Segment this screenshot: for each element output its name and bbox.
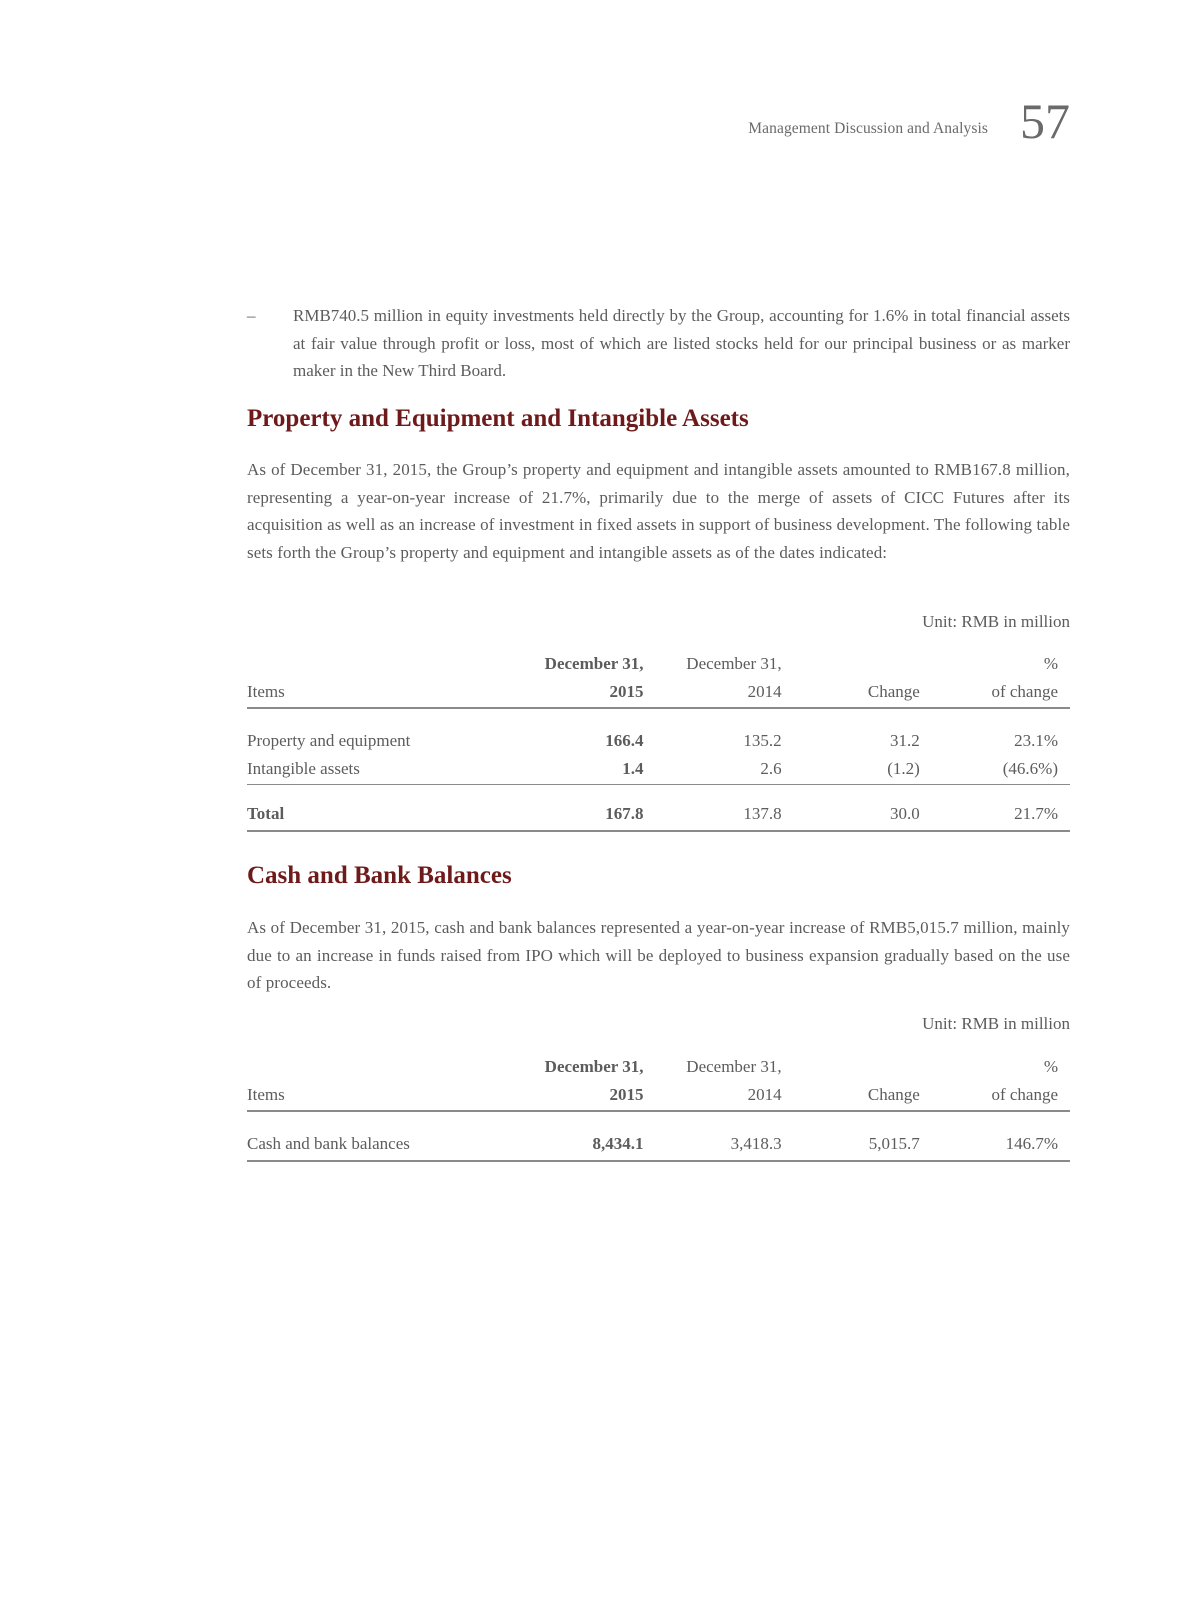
table-header-cell: 2015 (517, 678, 655, 709)
table-cell: 1.4 (517, 755, 655, 785)
table-cell: Intangible assets (247, 755, 517, 785)
property-equipment-table (247, 650, 1070, 832)
table-header-cell: 2014 (655, 678, 793, 709)
table-cell: Total (247, 785, 517, 831)
table-cell: 3,418.3 (655, 1111, 793, 1161)
unit-label: Unit: RMB in million (922, 1014, 1070, 1033)
table-header-cell: December 31, (544, 654, 644, 673)
table-header-cell (247, 1053, 517, 1081)
table-header-cell: of change (932, 678, 1070, 709)
table-cell: 8,434.1 (517, 1111, 655, 1161)
table-cell: 2.6 (655, 755, 793, 785)
table-header-cell: Change (794, 1081, 932, 1112)
table-header-cell: Change (794, 678, 932, 709)
table-row (247, 708, 1070, 755)
table-cell: 146.7% (932, 1111, 1070, 1161)
unit-label: Unit: RMB in million (922, 612, 1070, 631)
table-total-row (247, 785, 1070, 831)
bullet-dash: – (247, 306, 256, 325)
header-title: Management Discussion and Analysis (748, 120, 988, 137)
section-paragraph-cash: As of December 31, 2015, cash and bank balances represented a year-on-year increase of RMB5,015.7 million, mainly due to an increase in funds raised from IPO which will be deployed to business expansion gradually based on the use of proceeds. (247, 918, 1070, 992)
table-cell: 21.7% (932, 785, 1070, 831)
table-cell: (46.6%) (932, 755, 1070, 785)
table-header-cell: December 31, (686, 654, 782, 673)
table-header-cell (794, 1053, 932, 1081)
table-cell: 23.1% (1014, 731, 1058, 750)
table-cell: 135.2 (743, 731, 782, 750)
table-header-cell: 2014 (655, 1081, 793, 1112)
page-header (748, 93, 1070, 149)
bullet-text: RMB740.5 million in equity investments held directly by the Group, accounting for 1.6% in total financial assets at fair value through profit or loss, most of which are listed stocks held for our principal business or as marker maker in the New Third Board. (293, 306, 1070, 380)
section-paragraph-property: As of December 31, 2015, the Group’s property and equipment and intangible assets amounted to RMB167.8 million, representing a year-on-year increase of 21.7%, primarily due to the merge of assets of CICC Futures after its acquisition as well as an increase of investment in fixed assets in support of business development. The following table sets forth the Group’s property and equipment and intangible assets as of the dates indicated: (247, 460, 1070, 562)
table-header-cell (247, 650, 517, 678)
section-heading-cash: Cash and Bank Balances (247, 862, 512, 889)
table-cell: 166.4 (605, 731, 644, 750)
table-row (247, 755, 1070, 785)
table-cell: Property and equipment (247, 731, 411, 750)
cash-bank-table (247, 1053, 1070, 1162)
bullet-item (247, 302, 1070, 385)
table-cell: (1.2) (794, 755, 932, 785)
table-header-cell: 2015 (517, 1081, 655, 1112)
table-cell: Cash and bank balances (247, 1111, 517, 1161)
table-header-cell: Items (247, 678, 517, 709)
table-cell: 31.2 (890, 731, 920, 750)
table-header-cell: Items (247, 1081, 517, 1112)
table-cell: 5,015.7 (794, 1111, 932, 1161)
table-header-cell: of change (932, 1081, 1070, 1112)
table-header-cell (794, 650, 932, 678)
table-cell: 167.8 (517, 785, 655, 831)
page-number: 57 (1020, 93, 1070, 149)
table-header-cell: % (1043, 654, 1058, 673)
table-row (247, 1111, 1070, 1161)
table-header-cell: December 31, (544, 1057, 644, 1076)
table-header-cell: December 31, (686, 1057, 782, 1076)
table-cell: 30.0 (794, 785, 932, 831)
section-heading-property: Property and Equipment and Intangible Assets (247, 405, 749, 432)
table-header-cell: % (1043, 1057, 1058, 1076)
table-cell: 137.8 (655, 785, 793, 831)
